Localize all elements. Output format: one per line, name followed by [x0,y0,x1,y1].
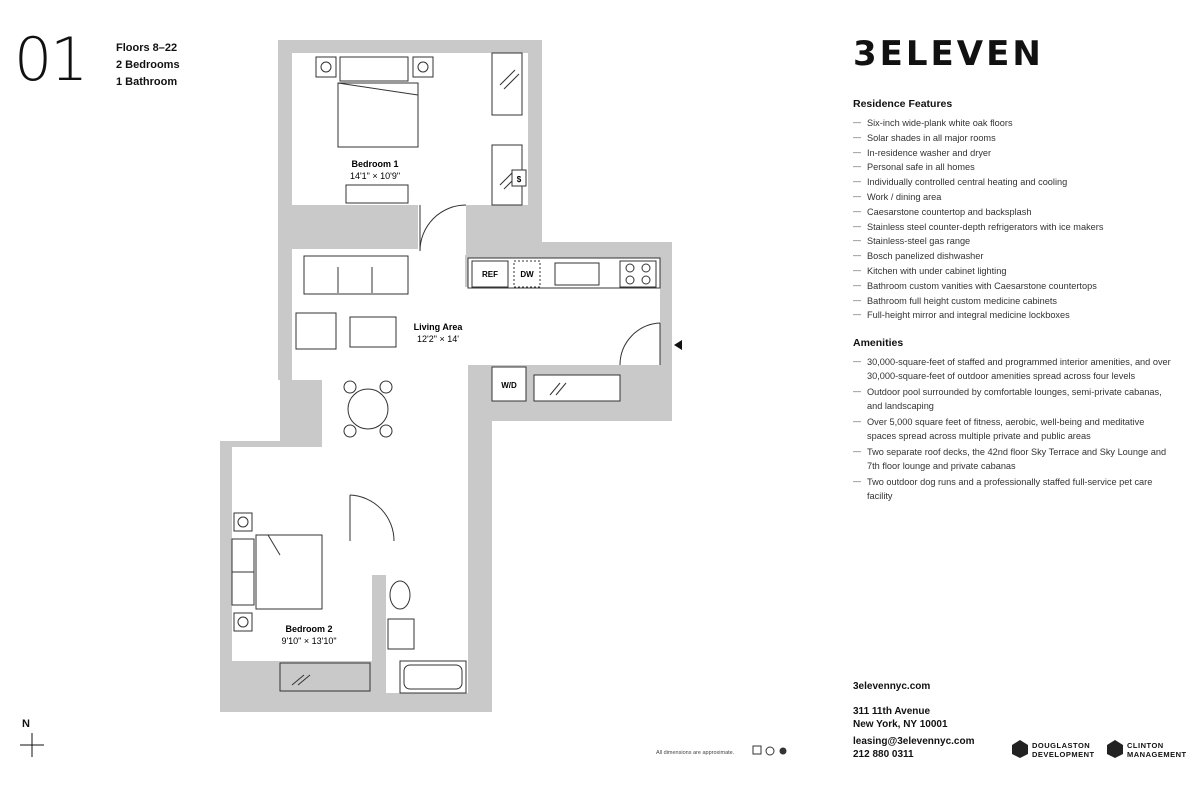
phone-number: 212 880 0311 [853,748,914,760]
amenity-item: — Two outdoor dog runs and a professionally staffed full-service pet care facility [853,475,1175,503]
entry-arrow-icon [674,340,682,350]
refrigerator-label: REF [482,270,498,279]
amenity-item: — Two separate roof decks, the 42nd floor Sky Terrace and Sky Lounge and 7th floor lounge and private cabanas [853,445,1175,473]
wheelchair-icon [766,747,774,755]
amenities-list [853,355,1175,503]
bedroom-2-label: Bedroom 2 [285,624,333,634]
amenity-item: — Over 5,000 square feet of fitness, aerobic, well-being and meditative spaces spread across multiple private and public areas [853,415,1175,443]
feature-item: — Bathroom custom vanities with Caesarstone countertops [853,279,1175,294]
feature-item: — Full-height mirror and integral medicine lockboxes [853,308,1175,323]
douglaston-line-2: DEVELOPMENT [1032,750,1095,759]
north-indicator [22,718,30,730]
feature-item: — Bosch panelized dishwasher [853,249,1175,264]
contact-details [853,736,974,761]
disclaimer: All dimensions are approximate. [656,750,735,756]
clinton-mark-icon [1107,740,1123,758]
feature-item: — Caesarstone countertop and backsplash [853,205,1175,220]
bedroom-2-dims: 9'10" × 13'10" [281,636,337,646]
accessibility-icons [752,744,790,756]
safe-symbol: $ [516,175,522,184]
unit-bedrooms: 2 Bedrooms [116,59,180,71]
features-list [853,116,1175,323]
bathroom-room [386,575,468,693]
bedroom-1-room [292,53,528,205]
dishwasher-label: DW [520,270,534,279]
feature-item: — Personal safe in all homes [853,160,1175,175]
clinton-line-1: CLINTON [1127,741,1164,750]
feature-item: — Bathroom full height custom medicine cabinets [853,294,1175,309]
feature-item: — Six-inch wide-plank white oak floors [853,116,1175,131]
feature-item: — Solar shades in all major rooms [853,131,1175,146]
bedroom-1-dims: 14'1" × 10'9" [349,171,401,181]
unit-info [116,40,180,91]
address-line-2: New York, NY 10001 [853,718,948,730]
feature-item: — Stainless-steel gas range [853,234,1175,249]
living-area-label: Living Area [413,322,463,332]
unit-number: 01 [14,25,87,95]
address-line-1: 311 11th Avenue [853,706,931,717]
brand-logo: 3ELEVEN [853,34,1044,74]
unit-bathrooms: 1 Bathroom [116,76,178,88]
lower-hall [340,455,468,575]
email-link[interactable]: leasing@3elevennyc.com [853,736,975,747]
clinton-line-2: MANAGEMENT [1127,750,1187,759]
website-link[interactable]: 3elevennyc.com [853,681,931,692]
amenities [853,337,1175,505]
features-title: Residence Features [853,98,953,110]
feature-item: — Individually controlled central heating and cooling [853,175,1175,190]
north-cross-icon [20,733,44,757]
clinton-logo [1107,738,1187,762]
amenities-title: Amenities [853,337,904,349]
feature-item: — In-residence washer and dryer [853,146,1175,161]
amenity-item: — Outdoor pool surrounded by comfortable lounges, semi-private cabanas, and landscaping [853,385,1175,413]
equal-housing-icon [753,746,761,754]
residence-features [853,98,1175,323]
bedroom-1-label: Bedroom 1 [351,159,399,169]
pet-paw-icon [780,748,787,755]
douglaston-mark-icon [1012,740,1028,758]
floor-plan [200,35,700,725]
address [853,706,948,731]
living-area-dims: 12'2" × 14' [417,334,459,344]
feature-item: — Kitchen with under cabinet lighting [853,264,1175,279]
feature-item: — Work / dining area [853,190,1175,205]
washer-dryer-label: W/D [501,381,517,390]
douglaston-line-1: DOUGLASTON [1032,741,1091,750]
douglaston-logo [1012,738,1102,762]
north-label: N [22,718,30,730]
unit-floors: Floors 8–22 [116,42,178,54]
feature-item: — Stainless steel counter-depth refrigerators with ice makers [853,220,1175,235]
amenity-item: — 30,000-square-feet of staffed and programmed interior amenities, and over 30,000-square-feet of outdoor amenities spread across four levels [853,355,1175,383]
